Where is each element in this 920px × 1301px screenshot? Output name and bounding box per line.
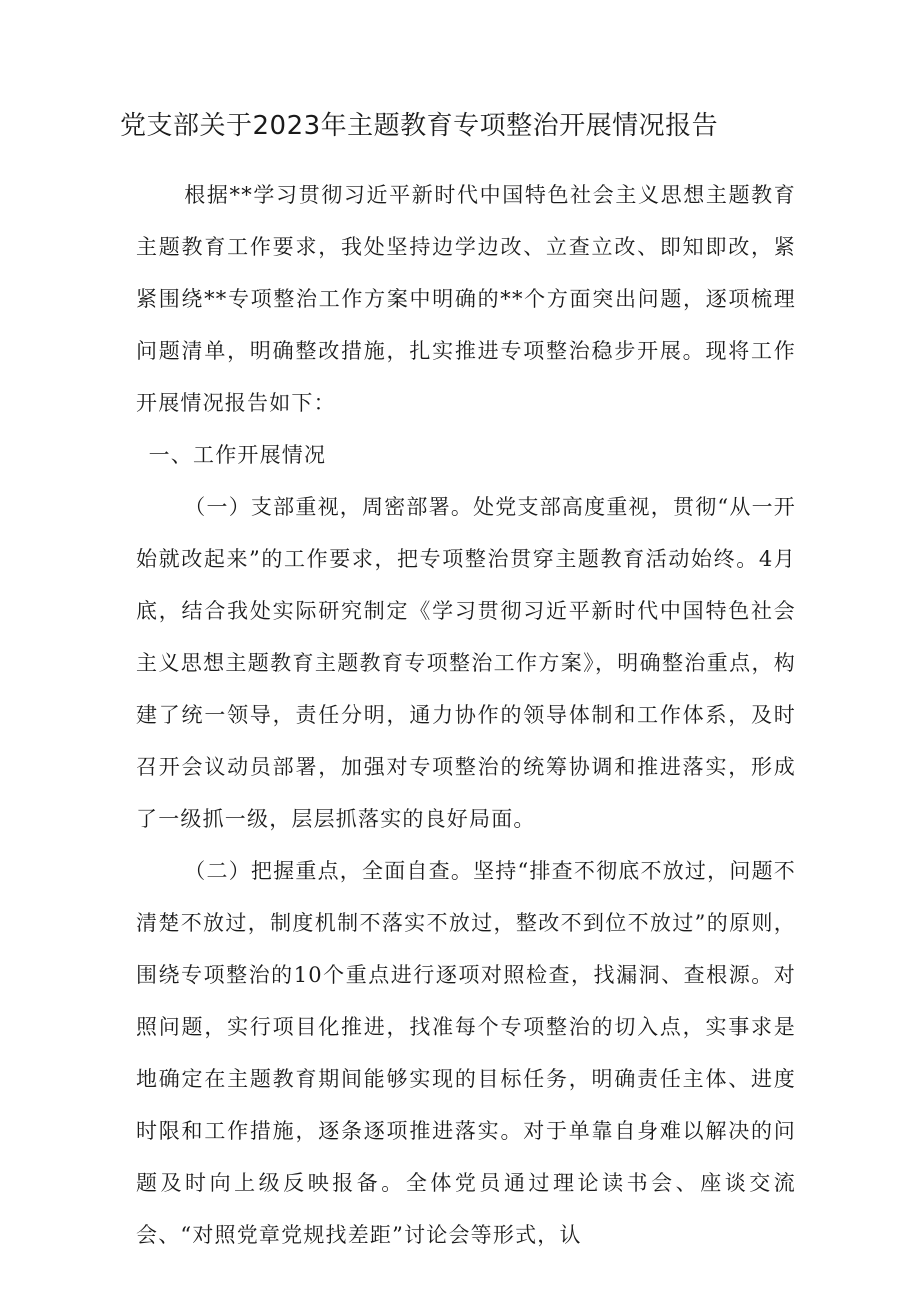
paragraph-self-inspection: （二）把握重点，全面自查。坚持“排查不彻底不放过，问题不清楚不放过，制度机制不落实不放过，整改不到位不放过”的原则，围绕专项整治的10个重点进行逐项对照检查，找漏洞、查根源。对照问题，实行项目化推进，找准每个专项整治的切入点，实事求是地确定在主题教育期间能够实现的目标任务，明确责任主体、进度时限和工作措施，逐条逐项推进落实。对于单靠自身难以解决的问题及时向上级反映报备。全体党员通过理论读书会、座谈交流会、“对照党章党规找差距”讨论会等形式，认 [136, 859, 796, 1247]
paragraph-branch-deployment: （一）支部重视，周密部署。处党支部高度重视，贯彻“从一开始就改起来”的工作要求，把专项整治贯穿主题教育活动始终。4月底，结合我处实际研究制定《学习贯彻习近平新时代中国特色社会主义思想主题教育主题教育专项整治工作方案》，明确整治重点，构建了统一领导，责任分明，通力协作的领导体制和工作体系，及时召开会议动员部署，加强对专项整治的统筹协调和推进落实，形成了一级抓一级，层层抓落实的良好局面。 [136, 495, 796, 831]
document-body [136, 169, 796, 1261]
document-title: 党支部关于2023年主题教育专项整治开展情况报告 [120, 111, 719, 141]
section-heading-work-progress: 一、工作开展情况 [148, 443, 327, 467]
intro-paragraph: 根据**学习贯彻习近平新时代中国特色社会主义思想主题教育主题教育工作要求，我处坚持边学边改、立查立改、即知即改，紧紧围绕**专项整治工作方案中明确的**个方面突出问题，逐项梳理问题清单，明确整改措施，扎实推进专项整治稳步开展。现将工作开展情况报告如下： [136, 183, 796, 415]
